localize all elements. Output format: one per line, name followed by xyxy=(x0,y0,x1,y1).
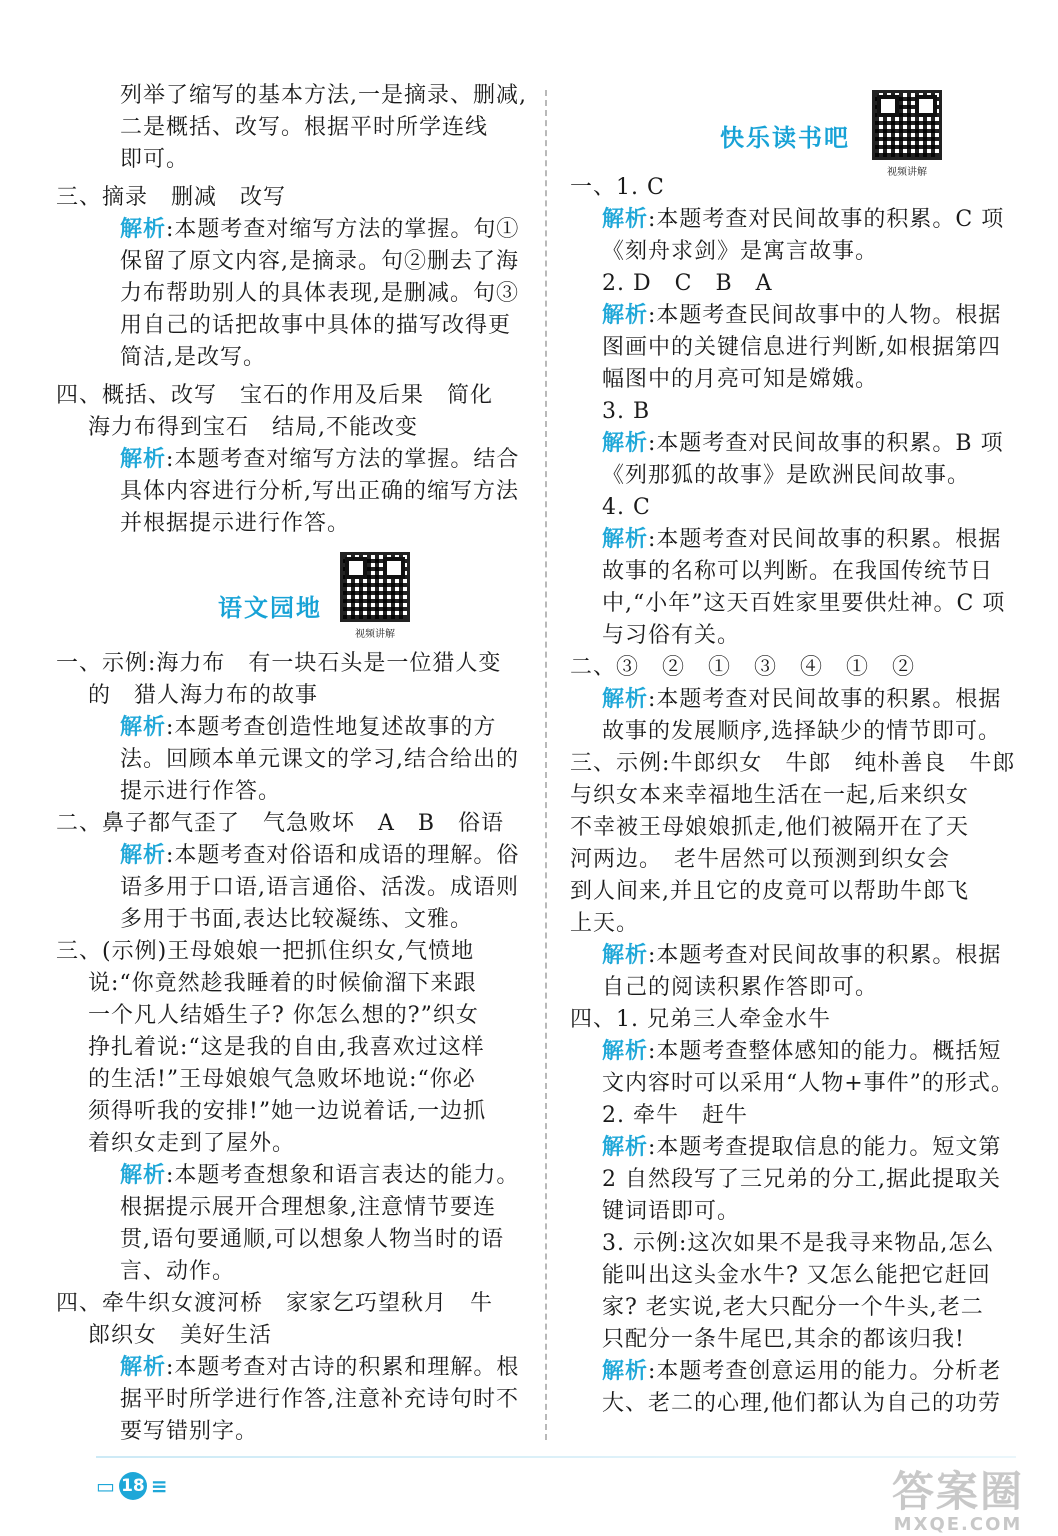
analysis-label: 解析 xyxy=(602,431,649,456)
answer-line: 4. C xyxy=(602,495,651,520)
analysis-text: :本题考查对民间故事的积累。B 项 xyxy=(648,431,1004,456)
yd-q4-answer xyxy=(56,1288,528,1352)
analysis-line xyxy=(570,204,1018,236)
analysis-text: :本题考查整体感知的能力。概括短 xyxy=(648,1039,1002,1064)
analysis-line: 保留了原文内容,是摘录。句②删去了海 xyxy=(120,249,519,274)
text-line: 能叫出这头金水牛? 又怎么能把它赶回 xyxy=(602,1263,991,1288)
text-line: 只配分一条牛尾巴,其余的都该归我! xyxy=(602,1327,965,1352)
analysis-label: 解析 xyxy=(602,303,649,328)
watermark xyxy=(891,1467,1024,1535)
yd-q2-answer: 二、鼻子都气歪了 气急败坏 A B 俗语 xyxy=(56,811,505,836)
intro-line: 列举了缩写的基本方法,一是摘录、删减, xyxy=(120,83,527,108)
answer-line: 3. 示例:这次如果不是我寻来物品,怎么 xyxy=(602,1231,995,1256)
qr-code-icon[interactable] xyxy=(340,552,410,622)
text-line: 幅图中的月亮可知是嫦娥。 xyxy=(602,367,879,392)
answer-line: 四、概括、改写 宝石的作用及后果 简化 xyxy=(56,383,494,408)
text-line: 键词语即可。 xyxy=(602,1199,741,1224)
yd-q3-analysis xyxy=(88,1160,528,1288)
right-column xyxy=(570,172,1018,1420)
answer-line: 三、示例:牛郎织女 牛郎 纯朴善良 牛郎 xyxy=(570,751,1016,776)
analysis-line xyxy=(570,1132,1018,1164)
analysis-label: 解析 xyxy=(120,1163,167,1188)
text-line: 大、老二的心理,他们都认为自己的功劳 xyxy=(602,1391,1001,1416)
page-number-block xyxy=(96,1472,168,1500)
analysis-label: 解析 xyxy=(120,843,167,868)
column-divider xyxy=(545,90,547,1440)
analysis-line: 并根据提示进行作答。 xyxy=(120,511,351,536)
text-line: 与习俗有关。 xyxy=(602,623,741,648)
analysis-label: 解析 xyxy=(120,715,167,740)
text-line: 《列那狐的故事》是欧洲民间故事。 xyxy=(602,463,971,488)
analysis-line: 根据提示展开合理想象,注意情节要连 xyxy=(120,1195,496,1220)
kuaile-dushuba-header xyxy=(720,90,942,178)
answer-line: 四、1. 兄弟三人牵金水牛 xyxy=(570,1007,831,1032)
analysis-line: 用自己的话把故事中具体的描写改得更 xyxy=(120,313,512,338)
analysis-text: :本题考查对俗语和成语的理解。俗 xyxy=(166,843,520,868)
yd-q3-answer xyxy=(56,936,528,1160)
analysis-line xyxy=(570,1356,1018,1388)
analysis-label: 解析 xyxy=(602,943,649,968)
analysis-line: 简洁,是改写。 xyxy=(120,345,266,370)
text-line: 与织女本来幸福地生活在一起,后来织女 xyxy=(570,783,969,808)
analysis-text: :本题考查提取信息的能力。短文第 xyxy=(648,1135,1002,1160)
analysis-label: 解析 xyxy=(602,1039,649,1064)
intro-paragraph xyxy=(88,80,528,176)
analysis-line xyxy=(88,444,528,476)
answer-line: 2. D C B A xyxy=(602,271,773,296)
answer-line: 一、1. C xyxy=(570,175,665,200)
analysis-text: :本题考查创意运用的能力。分析老 xyxy=(648,1359,1002,1384)
analysis-line: 法。回顾本单元课文的学习,结合给出的 xyxy=(120,747,519,772)
answer-line: 须得听我的安排!”她一边说着话,一边抓 xyxy=(88,1099,487,1124)
answer-line: 一个凡人结婚生子? 你怎么想的?”织女 xyxy=(88,1003,479,1028)
answer-line: 3. B xyxy=(602,399,651,424)
text-line: 不幸被王母娘娘抓走,他们被隔开在了天 xyxy=(570,815,969,840)
answer-line: 三、(示例)王母娘娘一把抓住织女,气愤地 xyxy=(56,939,475,964)
analysis-line: 语多用于口语,语言通俗、活泼。成语则 xyxy=(120,875,519,900)
footer-rule xyxy=(96,1456,1016,1458)
text-line: 自己的阅读积累作答即可。 xyxy=(602,975,879,1000)
section-title-kuaile-dushuba: 快乐读书吧 xyxy=(720,124,850,152)
analysis-line: 力布帮助别人的具体表现,是删减。句③ xyxy=(120,281,519,306)
qr-block-right xyxy=(872,90,942,178)
analysis-text: :本题考查民间故事中的人物。根据 xyxy=(648,303,1002,328)
answer-line: 四、牵牛织女渡河桥 家家乞巧望秋月 牛 xyxy=(56,1291,494,1316)
analysis-line xyxy=(570,940,1018,972)
page-number: 18 xyxy=(119,1472,147,1500)
book-icon: ▭ xyxy=(96,1474,115,1498)
analysis-line xyxy=(88,840,528,872)
intro-line: 二是概括、改写。根据平时所学连线 xyxy=(120,115,489,140)
text-line: 2 自然段写了三兄弟的分工,据此提取关 xyxy=(602,1167,1001,1192)
yd-q4-analysis xyxy=(88,1352,528,1448)
analysis-label: 解析 xyxy=(120,217,167,242)
analysis-text: :本题考查对古诗的积累和理解。根 xyxy=(166,1355,520,1380)
q4-analysis xyxy=(88,444,528,540)
answer-line: 二、③ ② ① ③ ④ ① ② xyxy=(570,655,916,680)
text-line: 图画中的关键信息进行判断,如根据第四 xyxy=(602,335,1001,360)
analysis-label: 解析 xyxy=(602,687,649,712)
left-column xyxy=(56,80,528,1448)
answer-line: 海力布得到宝石 结局,不能改变 xyxy=(88,415,418,440)
answer-line: 着织女走到了屋外。 xyxy=(88,1131,296,1156)
answer-line: 挣扎着说:“这是我的自由,我喜欢过这样 xyxy=(88,1035,485,1060)
answer-line: 一、示例:海力布 有一块石头是一位猎人变 xyxy=(56,651,502,676)
analysis-line xyxy=(88,1160,528,1192)
text-line: 中,“小年”这天百姓家里要供灶神。C 项 xyxy=(602,591,1006,616)
analysis-line xyxy=(88,1352,528,1384)
analysis-text: :本题考查对民间故事的积累。根据 xyxy=(648,527,1002,552)
section-title-yuwen-yuandi: 语文园地 xyxy=(218,593,322,622)
analysis-text: :本题考查对缩写方法的掌握。结合 xyxy=(166,447,520,472)
decor-icon: ≡ xyxy=(150,1474,168,1498)
text-line: 家? 老实说,老大只配分一个牛头,老二 xyxy=(602,1295,984,1320)
analysis-label: 解析 xyxy=(602,527,649,552)
analysis-line xyxy=(570,684,1018,716)
analysis-label: 解析 xyxy=(602,1135,649,1160)
analysis-text: :本题考查创造性地复述故事的方 xyxy=(166,715,497,740)
analysis-line xyxy=(570,300,1018,332)
text-line: 文内容时可以采用“人物+事件”的形式。 xyxy=(602,1071,1014,1096)
answer-line: 说:“你竟然趁我睡着的时候偷溜下来跟 xyxy=(88,971,477,996)
yd-q2-analysis xyxy=(88,840,528,936)
q3-answer: 三、摘录 删减 改写 xyxy=(56,185,287,210)
qr-caption: 视频讲解 xyxy=(355,629,395,640)
analysis-line xyxy=(88,214,528,246)
text-line: 《刻舟求剑》是寓言故事。 xyxy=(602,239,879,264)
qr-code-icon[interactable] xyxy=(872,90,942,160)
analysis-line xyxy=(88,712,528,744)
yuwen-yuandi-header xyxy=(218,552,528,640)
yd-q1-answer xyxy=(56,648,528,712)
answer-line: 的 猎人海力布的故事 xyxy=(88,683,319,708)
watermark-text: 答案圈 xyxy=(891,1467,1024,1516)
watermark-url: MXQE.COM xyxy=(893,1514,1023,1535)
yd-q1-analysis xyxy=(88,712,528,808)
analysis-label: 解析 xyxy=(120,447,167,472)
analysis-line: 要写错别字。 xyxy=(120,1419,259,1444)
analysis-text: :本题考查对缩写方法的掌握。句① xyxy=(166,217,520,242)
analysis-line: 提示进行作答。 xyxy=(120,779,282,804)
analysis-text: :本题考查对民间故事的积累。根据 xyxy=(648,687,1002,712)
text-line: 河两边。 老牛居然可以预测到织女会 xyxy=(570,847,951,872)
q3-analysis xyxy=(88,214,528,374)
analysis-text: :本题考查对民间故事的积累。根据 xyxy=(648,943,1002,968)
analysis-line: 多用于书面,表达比较凝练、文雅。 xyxy=(120,907,473,932)
answer-line: 郎织女 美好生活 xyxy=(88,1323,273,1348)
qr-block-left xyxy=(340,552,410,640)
analysis-line xyxy=(570,524,1018,556)
analysis-line: 贯,语句要通顺,可以想象人物当时的语 xyxy=(120,1227,504,1252)
analysis-label: 解析 xyxy=(602,1359,649,1384)
q4-answer xyxy=(56,380,528,444)
analysis-line: 具体内容进行分析,写出正确的缩写方法 xyxy=(120,479,519,504)
answer-line: 2. 牵牛 赶牛 xyxy=(602,1103,748,1128)
text-line: 故事的发展顺序,选择缺少的情节即可。 xyxy=(602,719,1001,744)
text-line: 故事的名称可以判断。在我国传统节日 xyxy=(602,559,994,584)
intro-line: 即可。 xyxy=(120,147,190,172)
analysis-label: 解析 xyxy=(602,207,649,232)
analysis-line: 据平时所学进行作答,注意补充诗句时不 xyxy=(120,1387,519,1412)
analysis-line xyxy=(570,428,1018,460)
qr-caption: 视频讲解 xyxy=(887,167,927,178)
text-line: 到人间来,并且它的皮竟可以帮助牛郎飞 xyxy=(570,879,969,904)
analysis-text: :本题考查对民间故事的积累。C 项 xyxy=(648,207,1005,232)
answer-line: 的生活!”王母娘娘气急败坏地说:“你必 xyxy=(88,1067,476,1092)
analysis-text: :本题考查想象和语言表达的能力。 xyxy=(166,1163,520,1188)
analysis-line: 言、动作。 xyxy=(120,1259,236,1284)
analysis-line xyxy=(570,1036,1018,1068)
text-line: 上天。 xyxy=(570,911,640,936)
analysis-label: 解析 xyxy=(120,1355,167,1380)
